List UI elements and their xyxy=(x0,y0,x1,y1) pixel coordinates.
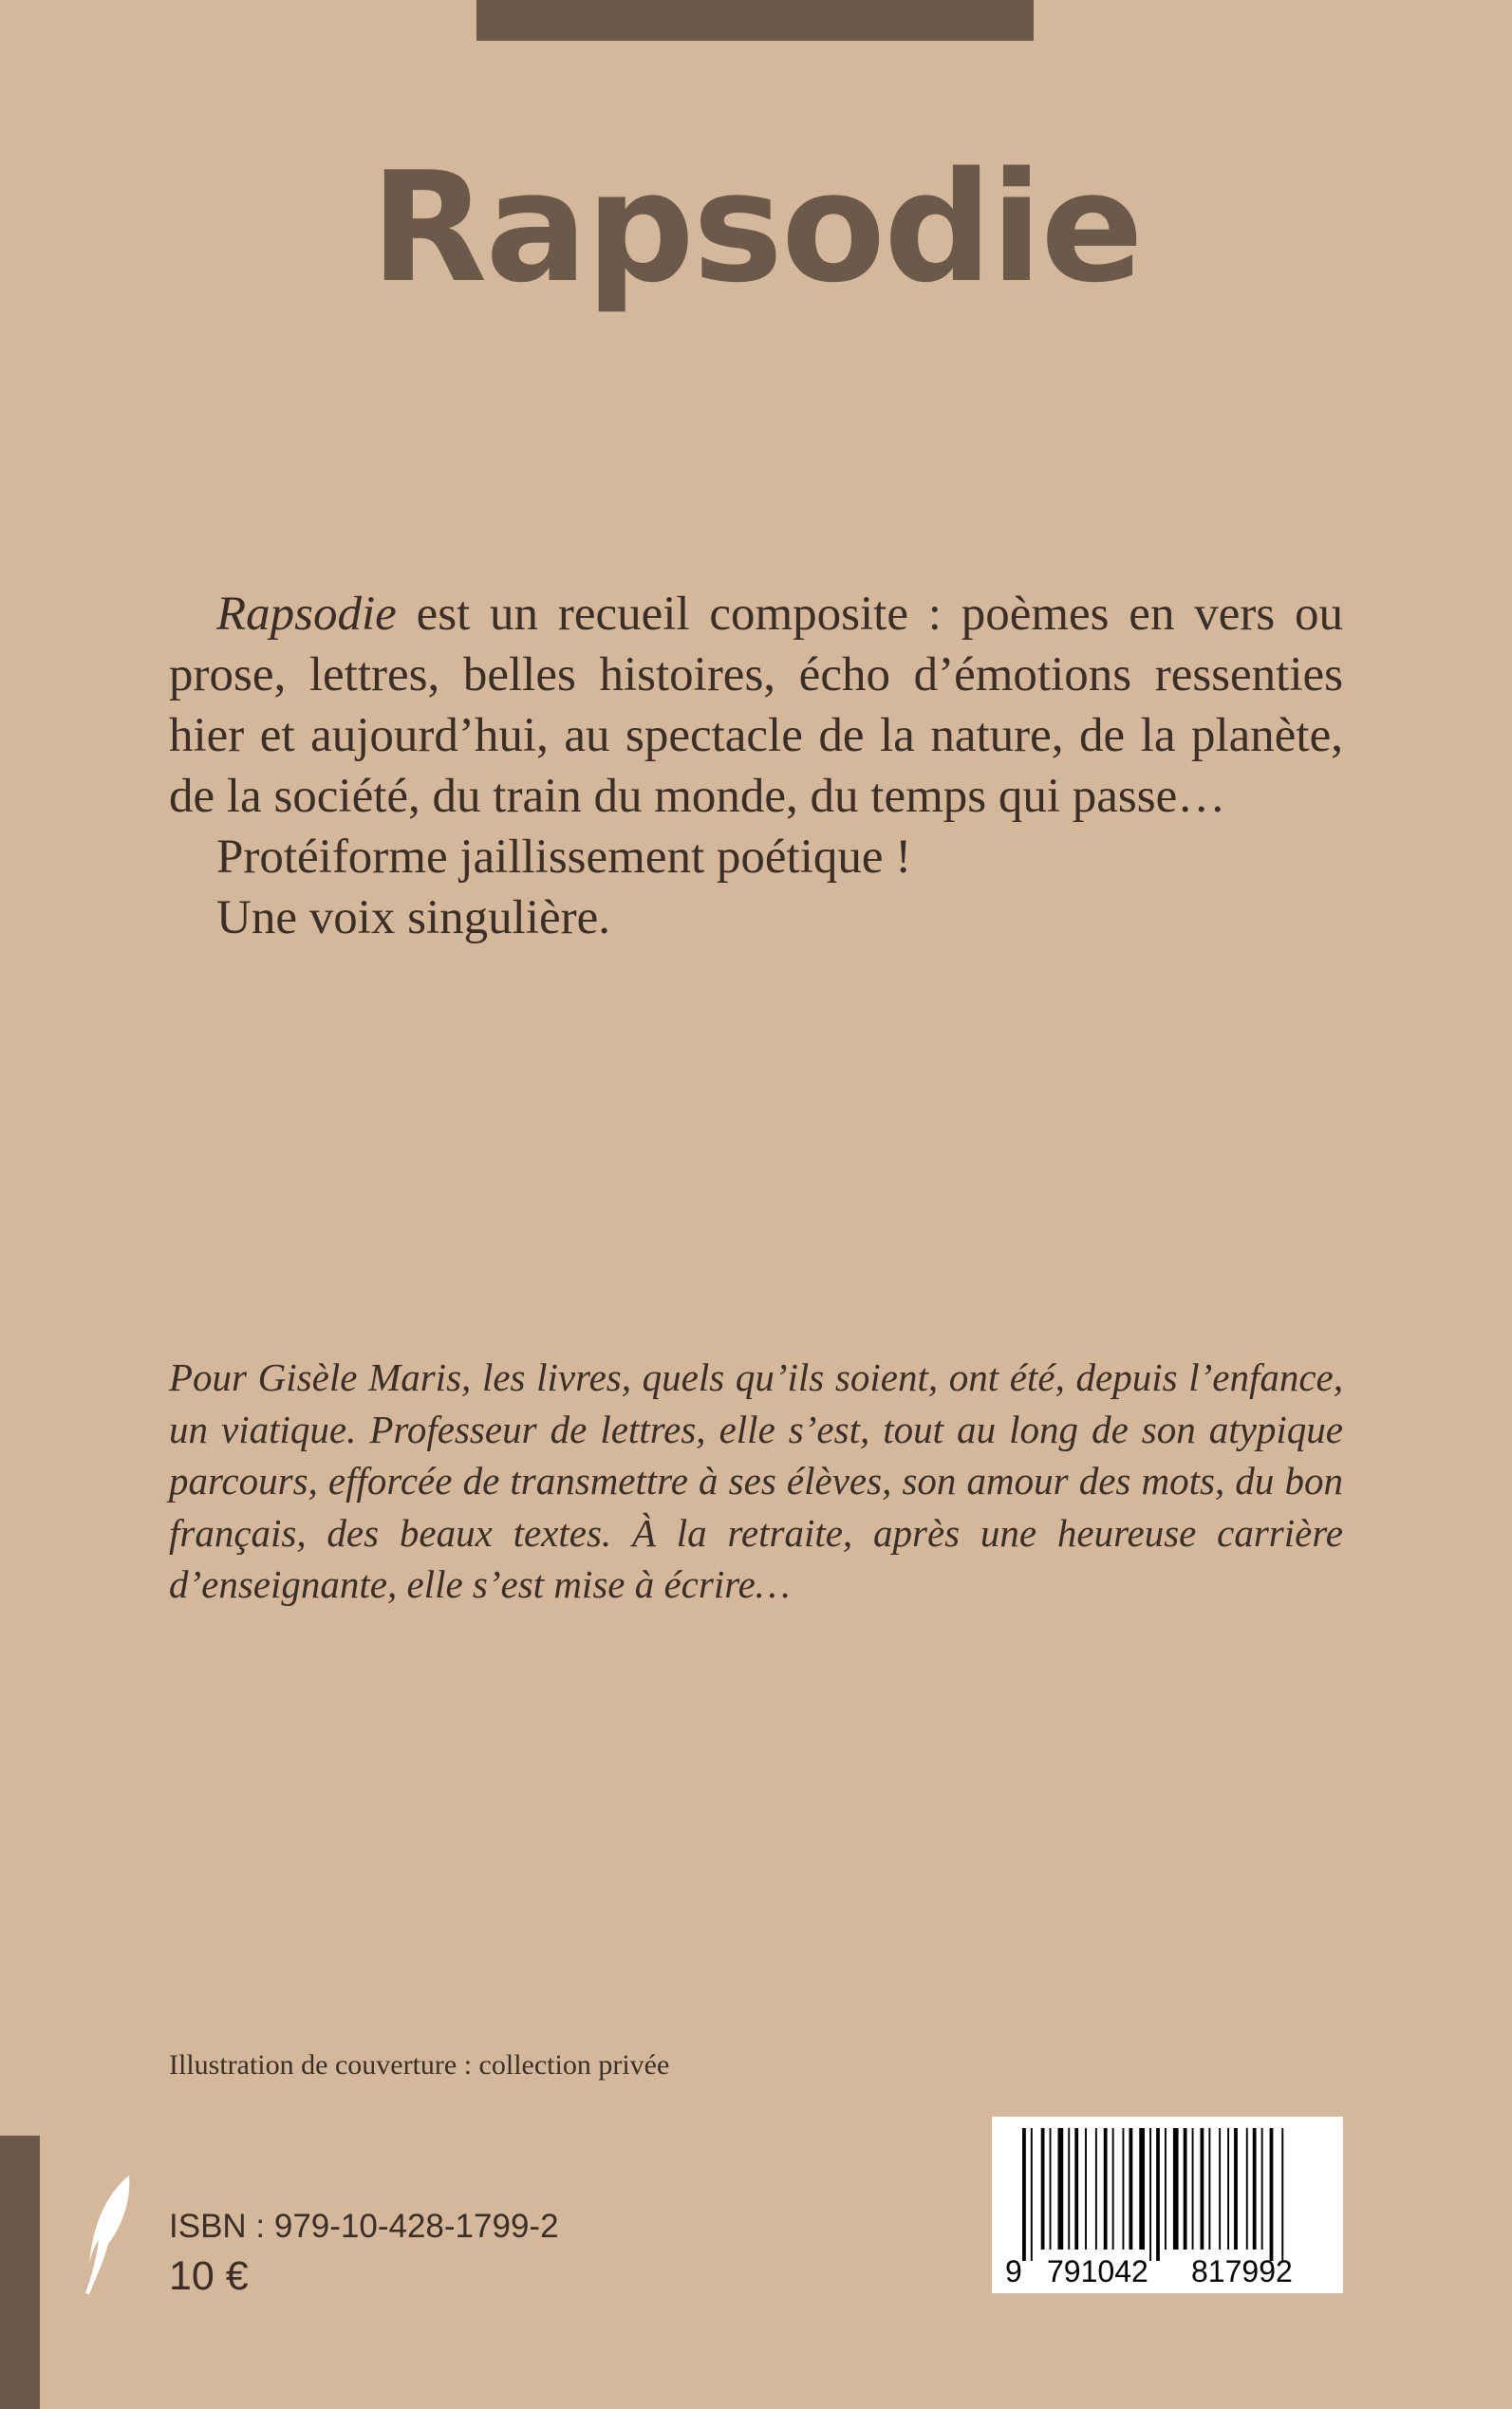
barcode-bar xyxy=(1253,2128,1257,2250)
barcode-bar xyxy=(1139,2128,1145,2250)
barcode-left-group: 791042 xyxy=(1047,2254,1148,2288)
barcode-bar xyxy=(1085,2128,1087,2250)
barcode-bar xyxy=(1041,2128,1045,2250)
barcode-right-group: 817992 xyxy=(1191,2254,1293,2288)
barcode-bar xyxy=(1173,2128,1179,2250)
barcode-bar xyxy=(1165,2128,1167,2250)
barcode-bar xyxy=(1050,2128,1052,2250)
barcode-bar xyxy=(1219,2128,1221,2250)
barcode-bar xyxy=(1058,2128,1064,2250)
barcode-bars xyxy=(1022,2128,1283,2261)
barcode-bar xyxy=(1246,2128,1248,2250)
barcode-bar xyxy=(1184,2128,1187,2250)
blurb-paragraph-1 xyxy=(169,584,1343,827)
blurb-title-italic: Rapsodie xyxy=(216,588,397,641)
barcode-bar xyxy=(1149,2128,1151,2261)
barcode-bar xyxy=(1068,2128,1070,2250)
barcode-bar xyxy=(1234,2128,1238,2250)
barcode-bar xyxy=(1192,2128,1194,2250)
barcode-bar xyxy=(1022,2128,1026,2261)
illustration-credit: Illustration de couverture : collection privée xyxy=(169,2049,670,2081)
barcode-bar xyxy=(1270,2128,1274,2261)
quill-icon xyxy=(80,2174,146,2297)
barcode-bar xyxy=(1123,2128,1125,2250)
barcode-bar xyxy=(1074,2128,1078,2250)
barcode xyxy=(992,2117,1343,2293)
author-bio: Pour Gisèle Maris, les livres, quels qu’ils soient, ont été, depuis l’enfance, un viatique. Professeur de lettres, elle s’est, tout au long de son atypique parcours, efforcée de transmettre à ses élèves, son amour des mots, du bon français, des beaux textes. À la retraite, après une heureuse carrière d’enseignante, elle s’est mise à écrire… xyxy=(169,1355,1343,1606)
blurb-paragraph-3: Une voix singulière. xyxy=(216,891,610,944)
barcode-bar xyxy=(1261,2128,1263,2250)
blurb-text: est un recueil composite : poèmes en vers ou prose, lettres, belles histoires, écho d’émotions ressenties hier et aujourd’hui, au spectacle de la nature, de la planète, de la société, du train du monde, du temps qui passe… xyxy=(169,588,1343,823)
barcode-bar xyxy=(1095,2128,1097,2250)
barcode-bar xyxy=(1208,2128,1210,2250)
blurb-paragraph-2: Protéiforme jaillissement poétique ! xyxy=(216,831,912,884)
side-accent-bar xyxy=(0,2136,40,2409)
barcode-bar xyxy=(1129,2128,1133,2250)
barcode-first-digit: 9 xyxy=(1005,2254,1022,2288)
barcode-graphic xyxy=(992,2117,1343,2293)
barcode-bar xyxy=(1104,2128,1108,2250)
top-accent-bar xyxy=(476,0,1034,41)
barcode-bar xyxy=(1281,2128,1283,2261)
barcode-bar xyxy=(1227,2128,1229,2250)
barcode-bar xyxy=(1156,2128,1160,2261)
book-title: Rapsodie xyxy=(370,139,1142,316)
price-text: 10 € xyxy=(169,2253,249,2299)
barcode-bar xyxy=(1201,2128,1204,2250)
book-blurb xyxy=(169,584,1343,948)
barcode-bar xyxy=(1112,2128,1114,2250)
barcode-bar xyxy=(1031,2128,1033,2261)
isbn-text: ISBN : 979-10-428-1799-2 xyxy=(169,2208,559,2245)
